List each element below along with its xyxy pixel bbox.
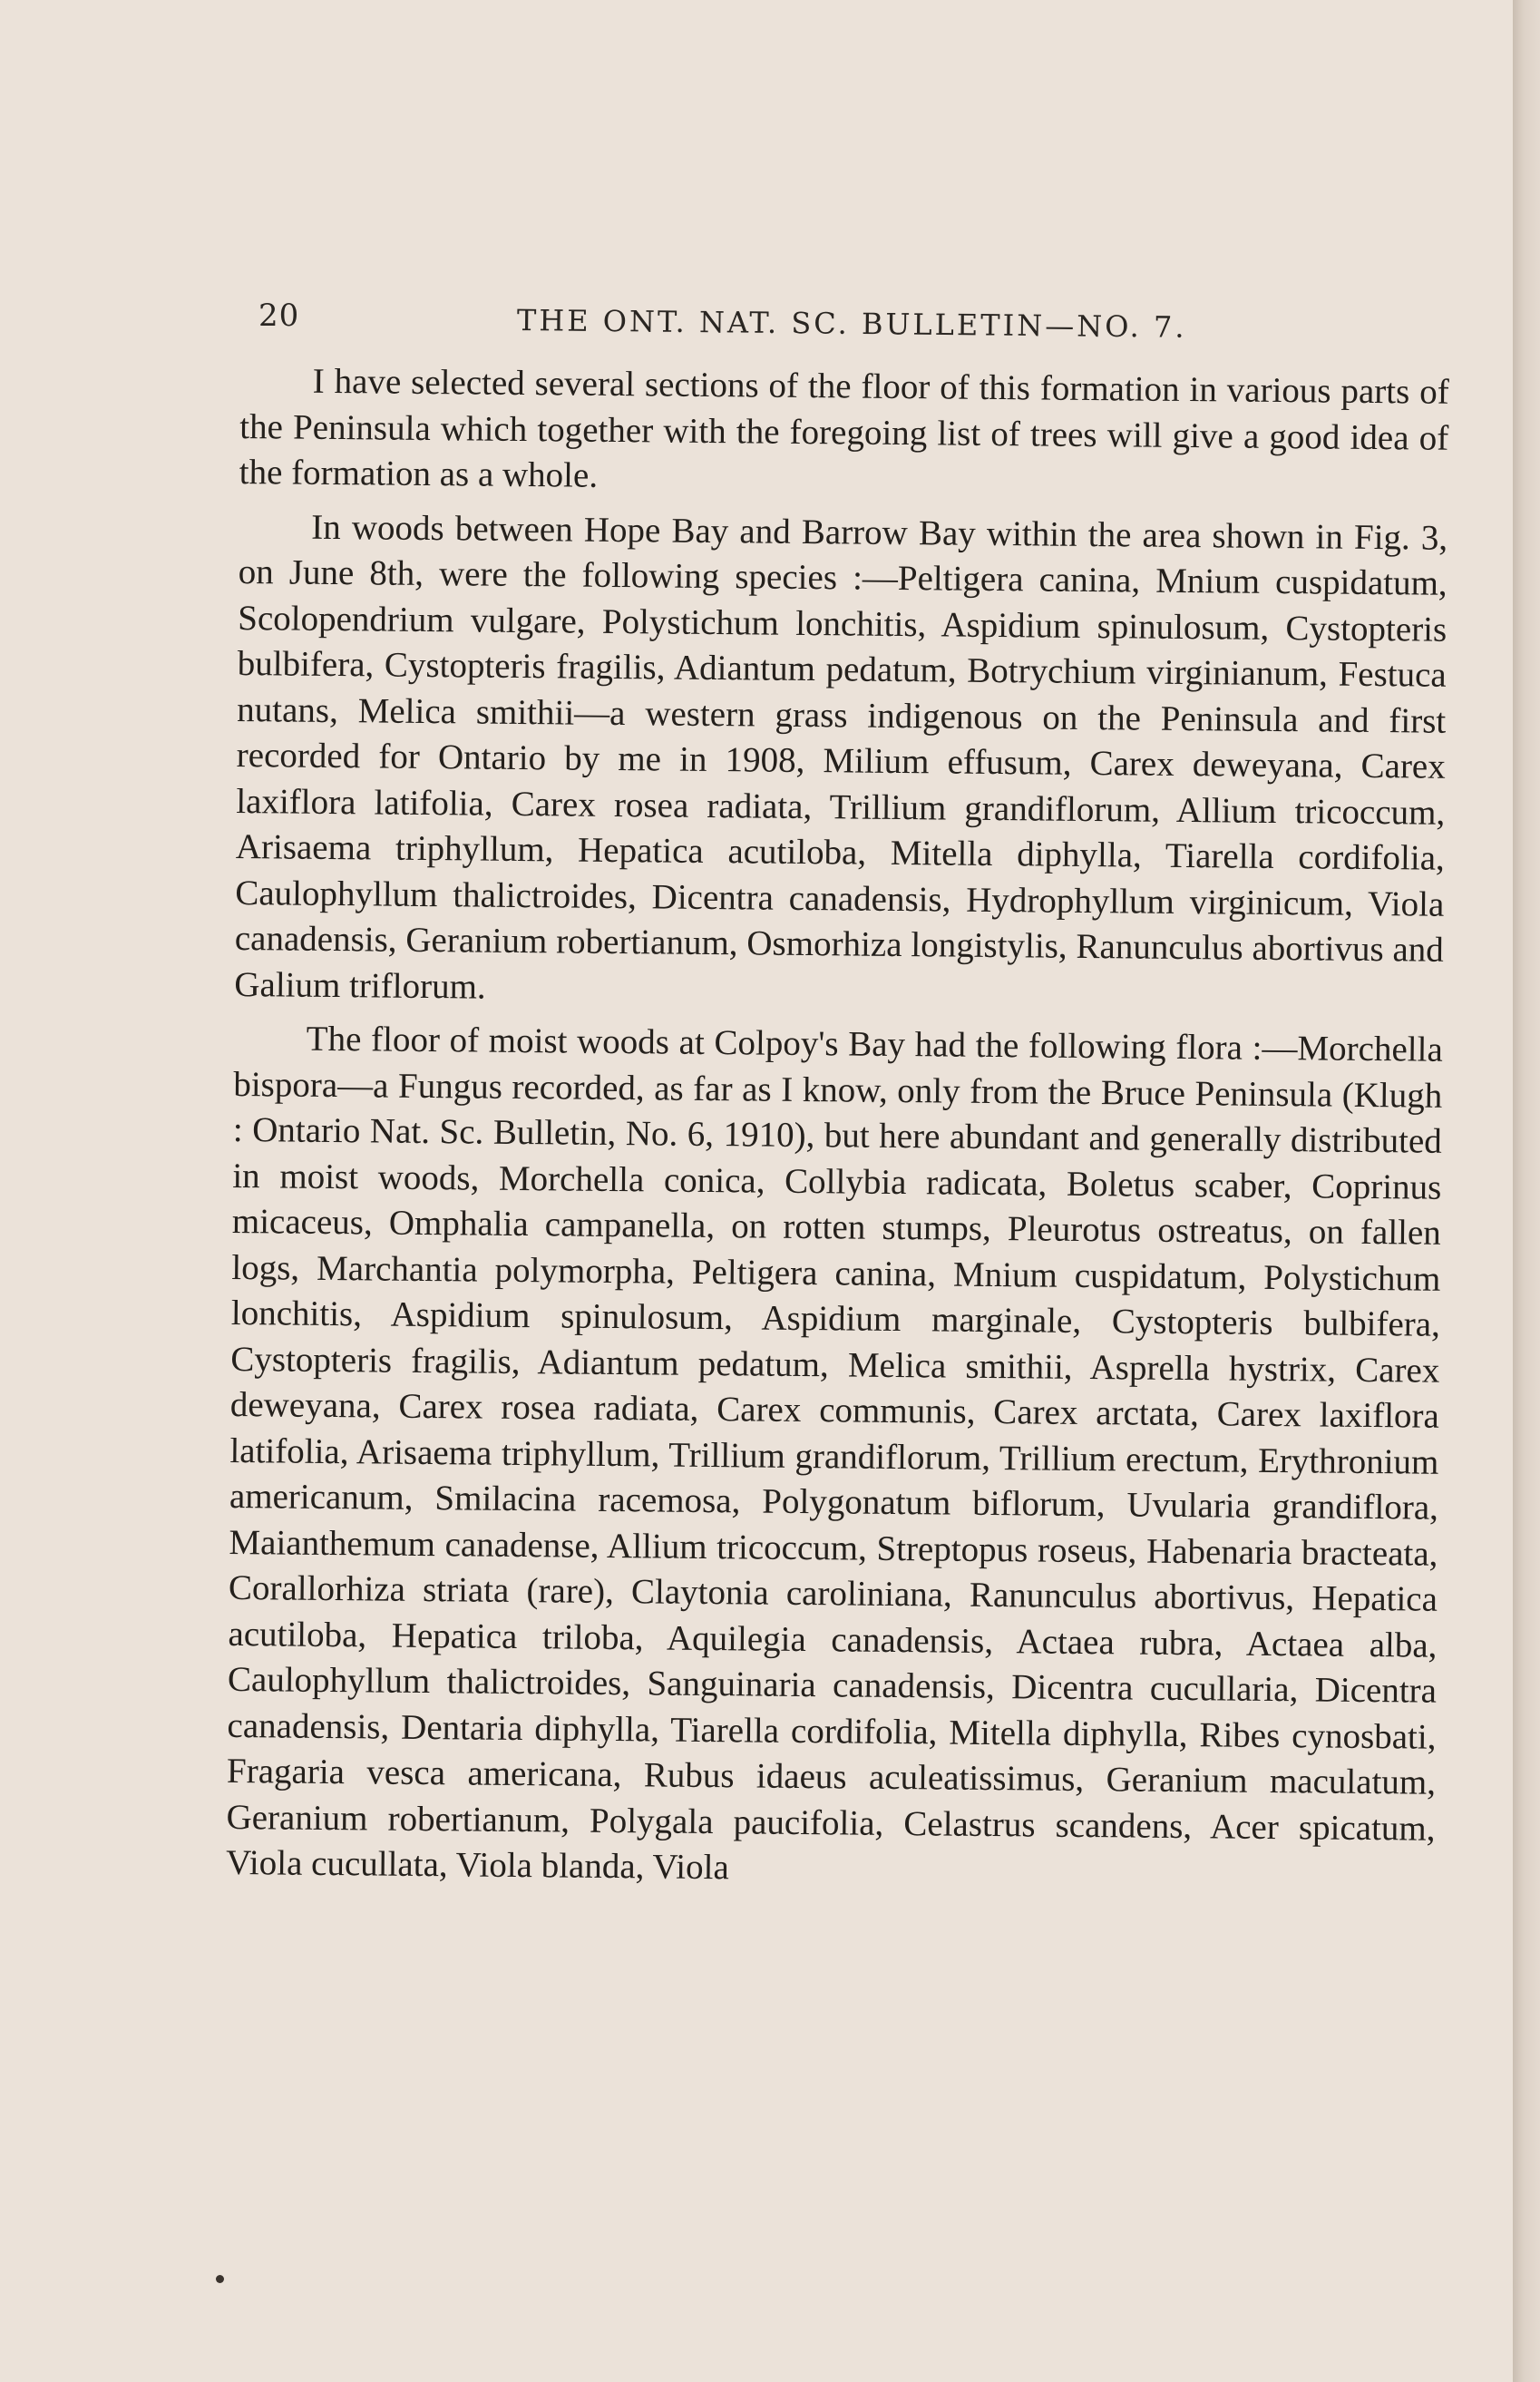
page-edge bbox=[1513, 0, 1540, 2382]
paragraph-colpoys-bay-flora: The floor of moist woods at Colpoy's Bay had the following flora :—Morchella bispora—a Fungus recorded, as far as I know, only from the Bruce Peninsula (Klugh : Ontario Nat. Sc. Bulletin, No. 6, 1910), but here abundant and generally distributed in moist woods, Morchella conica, Collybia radicata, Boletus scaber, Coprinus micaceus, Omphalia campanella, on rotten stumps, Pleurotus ostreatus, on fallen logs, Marchantia polymorpha, Peltigera canina, Mnium cuspidatum, Polystichum lonchitis, Aspidium spinulosum, Aspidium marginale, Cystopteris bulbifera, Cystopteris fragilis, Adiantum pedatum, Melica smithii, Asprella hystrix, Carex deweyana, Carex rosea radiata, Carex communis, Carex arctata, Carex laxiflora latifolia, Arisaema triphyllum, Trillium grandiflorum, Trillium erectum, Erythronium americanum, Smilacina racemosa, Polygonatum biflorum, Uvularia grandiflora, Maianthemum canadense, Allium tricoccum, Streptopus roseus, Habenaria bracteata, Corallorhiza striata (rare), Claytonia caroliniana, Ranunculus abortivus, Hepatica acutiloba, Hepatica triloba, Aquilegia canadensis, Actaea rubra, Actaea alba, Caulophyllum thalictroides, Sanguinaria canadensis, Dicentra cucullaria, Dicentra canadensis, Dentaria diphylla, Tiarella cordifolia, Mitella diphylla, Ribes cynosbati, Fragaria vesca americana, Rubus idaeus aculeatissimus, Geranium maculatum, Geranium robertianum, Polygala paucifolia, Celastrus scandens, Acer spicatum, Viola cucullata, Viola blanda, Viola bbox=[225, 1019, 1443, 1888]
paragraph-intro: I have selected several sections of the floor of this formation in various parts of the Peninsula which together with the foregoing list of trees will give a good idea of the formation as a whole. bbox=[239, 361, 1449, 495]
ink-speck bbox=[216, 2275, 224, 2283]
paragraph-hope-bay-species: In woods between Hope Bay and Barrow Bay within the area shown in Fig. 3, on June 8th, were the following species :—Peltigera canina, Mnium cuspidatum, Scolopendrium vulgare, Polystichum lonchitis, Aspidium spinulosum, Cystopteris bulbifera, Cystopteris fragilis, Adiantum pedatum, Botrychium virginianum, Festuca nutans, Melica smithii—a western grass indigenous on the Peninsula and first recorded for Ontario by me in 1908, Milium effusum, Carex deweyana, Carex laxiflora latifolia, Carex rosea radiata, Trillium grandiflorum, Allium tricoccum, Arisaema triphyllum, Hepatica acutiloba, Mitella diphylla, Tiarella cordifolia, Caulophyllum thalictroides, Dicentra canadensis, Hydrophyllum virginicum, Viola canadensis, Geranium robertianum, Osmorhiza longistylis, Ranunculus abortivus and Galium triflorum. bbox=[234, 507, 1448, 1007]
body-text bbox=[226, 358, 1449, 1906]
page-number: 20 bbox=[258, 298, 300, 334]
running-title: THE ONT. NAT. SC. BULLETIN—NO. 7. bbox=[516, 303, 1187, 345]
running-head bbox=[258, 298, 1456, 348]
